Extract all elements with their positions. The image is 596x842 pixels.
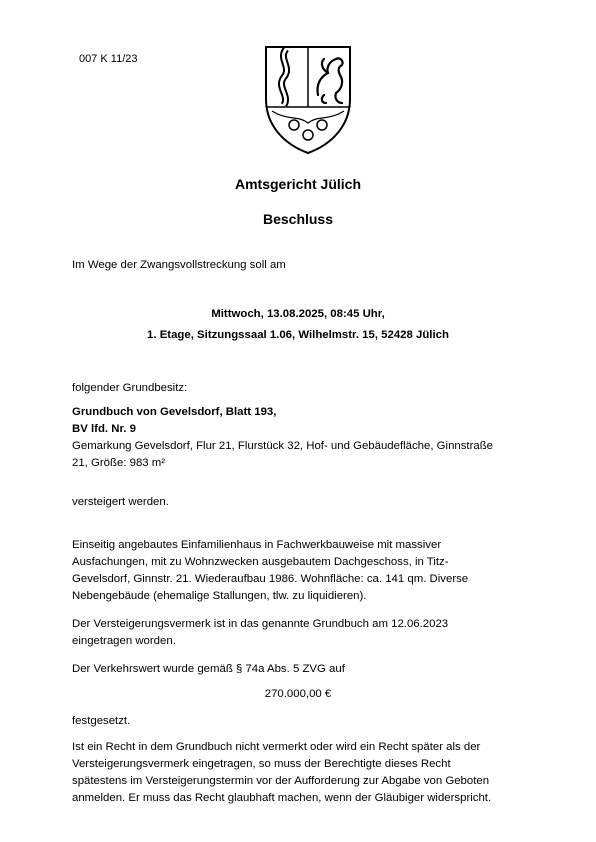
beschreibung-line-3: Gevelsdorf, Ginnstr. 21. Wiederaufbau 1986. Wohnfläche: ca. 141 qm. Diverse: [72, 573, 469, 585]
beschreibung-line-1: Einseitig angebautes Einfamilienhaus in Fachwerkbauweise mit massiver: [72, 539, 442, 551]
verkehrswert-amount: 270.000,00 €: [264, 688, 332, 700]
termin-location: 1. Etage, Sitzungssaal 1.06, Wilhelmstr. 15, 52428 Jülich: [147, 329, 449, 341]
verkehrswert-text: Der Verkehrswert wurde gemäß § 74a Abs. 5 ZVG auf: [72, 663, 345, 675]
file-number: 007 K 11/23: [79, 53, 138, 65]
document-title: Beschluss: [262, 211, 334, 227]
beschreibung-line-2: Ausfachungen, mit zu Wohnzwecken ausgebautem Dachgeschoss, in Titz-: [72, 556, 449, 568]
vermerk-line-2: eingetragen worden.: [72, 635, 176, 647]
bv-line: BV lfd. Nr. 9: [72, 423, 136, 435]
grundbesitz-label: folgender Grundbesitz:: [72, 382, 188, 394]
recht-line-3: spätestens im Versteigerungstermin vor der Aufforderung zur Abgabe von Geboten: [72, 775, 490, 787]
vermerk-line-1: Der Versteigerungsvermerk ist in das genannte Grundbuch am 12.06.2023: [72, 618, 449, 630]
court-name: Amtsgericht Jülich: [234, 176, 362, 192]
coat-of-arms-logo: [258, 37, 358, 157]
termin-date: Mittwoch, 13.08.2025, 08:45 Uhr,: [211, 308, 385, 320]
recht-line-2: Versteigerungsvermerk eingetragen, so muss der Berechtigte dieses Recht: [72, 758, 451, 770]
gemarkung-line-2: 21, Größe: 983 m²: [72, 457, 166, 469]
recht-line-4: anmelden. Er muss das Recht glaubhaft machen, wenn der Gläubiger widerspricht.: [72, 792, 492, 804]
intro-text: Im Wege der Zwangsvollstreckung soll am: [72, 259, 286, 271]
beschreibung-line-4: Nebengebäude (ehemalige Stallungen, tlw. zu liquidieren).: [72, 590, 367, 602]
versteigert-text: versteigert werden.: [72, 496, 169, 508]
grundbuch-line: Grundbuch von Gevelsdorf, Blatt 193,: [72, 406, 277, 418]
recht-line-1: Ist ein Recht in dem Grundbuch nicht vermerkt oder wird ein Recht später als der: [72, 741, 481, 753]
gemarkung-line-1: Gemarkung Gevelsdorf, Flur 21, Flurstück 32, Hof- und Gebäudefläche, Ginnstraße: [72, 440, 494, 452]
festgesetzt-text: festgesetzt.: [72, 715, 131, 727]
